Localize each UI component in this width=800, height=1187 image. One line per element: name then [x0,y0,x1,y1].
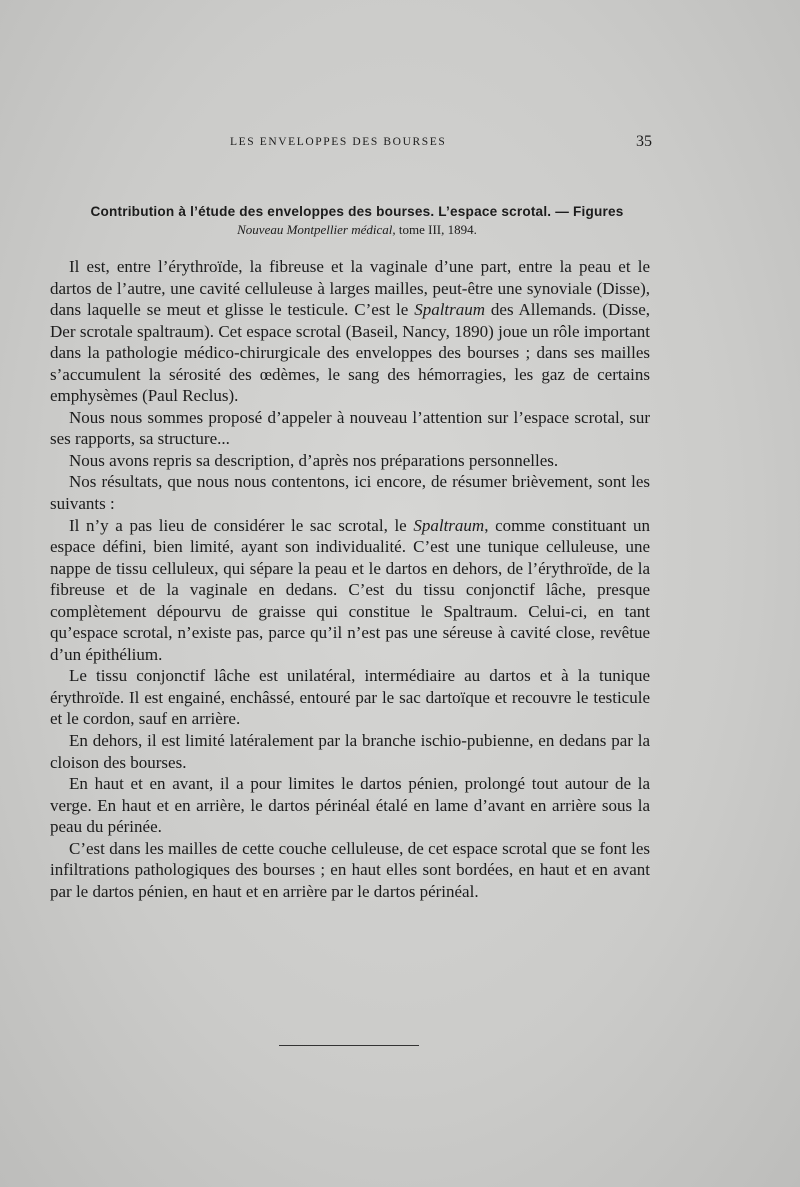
closing-rule [279,1045,419,1046]
body-text [50,256,650,902]
paragraph: Nos résultats, que nous nous contentons, ici encore, de résumer brièvement, sont les suivants : [50,472,650,514]
citation-journal: Nouveau Montpellier médical, [237,222,396,237]
paragraph: Nous nous sommes proposé d’appeler à nouveau l’attention sur l’espace scrotal, sur ses rapports, sa structure... [50,407,650,449]
paragraph: En haut et en avant, il a pour limites le dartos pénien, prolongé tout autour de la verge. En haut et en arrière, le dartos périnéal étalé en lame d’avant en arrière sous la peau du périnée. [50,774,650,837]
page-number: 35 [636,133,652,150]
paragraph: C’est dans les mailles de cette couche celluleuse, de cet espace scrotal que se font les infiltrations pathologiques des bourses ; en haut elles sont bordées, en haut et en avant par le dartos pénien, en haut et en arrière par le dartos périnéal. [50,838,650,901]
paragraph: Le tissu conjonctif lâche est unilatéral, intermédiaire au dartos et à la tunique érythroïde. Il est engainé, enchâssé, entouré par le sac dartoïque et recouvre le testicule et le cordon, sauf en arrière. [50,666,650,729]
paragraph: En dehors, il est limité latéralement par la branche ischio-pubienne, en dedans par la cloison des bourses. [50,731,650,772]
paragraph: Nous avons repris sa description, d’après nos préparations personnelles. [69,450,559,470]
paragraph: Il n’y a pas lieu de considérer le sac scrotal, le Spaltraum, comme constituant un espace défini, bien limité, ayant son individualité. C’est une tunique celluleuse, une nappe de tissu celluleux, qui sépare la peau et le dartos en dehors, de l’érythroïde, de la fibreuse et de la vaginale en dedans. C’est du tissu conjonctif lâche, presque complètement dépourvu de graisse qui constitue le Spaltraum. Celui-ci, en tant qu’espace scrotal, n’existe pas, parce qu’il n’est pas une séreuse à cavité close, revêtue d’un épithélium. [50,515,650,664]
running-title: LES ENVELOPPES DES BOURSES [230,136,447,148]
citation-details: tome III, 1894. [395,222,477,237]
paragraph: Il est, entre l’érythroïde, la fibreuse et la vaginale d’une part, entre la peau et le dartos de l’autre, une cavité celluleuse à larges mailles, peut-être une synoviale (Disse), dans laquelle se meut et glisse le testicule. C’est le Spaltraum des Allemands. (Disse, Der scrotale spaltraum). Cet espace scrotal (Baseil, Nancy, 1890) joue un rôle important dans la pathologie médico-chirurgicale des enveloppes des bourses ; dans ses mailles s’accumulent la sérosité des œdèmes, le sang des hémorragies, les gaz de certains emphysèmes (Paul Reclus). [50,257,650,406]
citation [62,222,652,238]
page-header [62,133,652,156]
article-title: Contribution à l’étude des enveloppes des bourses. L’espace scrotal. — Figures [90,204,624,219]
